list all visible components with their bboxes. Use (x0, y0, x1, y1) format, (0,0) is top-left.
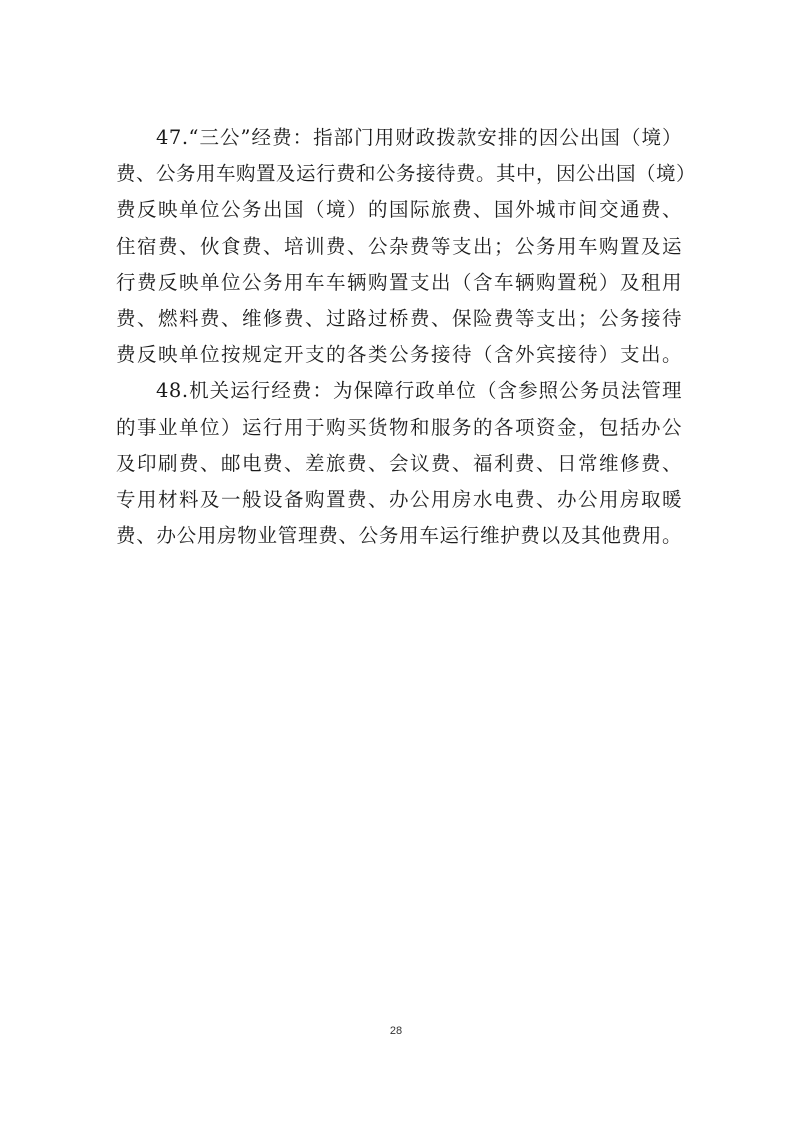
paragraph-san-gong-expenses (116, 120, 697, 373)
text-line: 的事业单位）运行用于购买货物和服务的各项资金，包括办公 (116, 415, 682, 439)
text-line: 费、公务用车购置及运行费和公务接待费。其中，因公出国（境） (116, 162, 697, 186)
text-line: 行费反映单位公务用车车辆购置支出（含车辆购置税）及租用 (116, 270, 682, 294)
text-line: 费、燃料费、维修费、过路过桥费、保险费等支出；公务接待 (116, 306, 682, 330)
text-line: 费反映单位按规定开支的各类公务接待（含外宾接待）支出。 (116, 343, 682, 367)
text-line: 及印刷费、邮电费、差旅费、会议费、福利费、日常维修费、 (116, 451, 682, 475)
text-line: 费反映单位公务出国（境）的国际旅费、国外城市间交通费、 (116, 198, 682, 222)
paragraph-operating-expenses (116, 373, 682, 554)
text-line: 住宿费、伙食费、培训费、公杂费等支出；公务用车购置及运 (116, 234, 682, 258)
page-number: 28 (389, 1025, 403, 1037)
text-line: 费、办公用房物业管理费、公务用车运行维护费以及其他费用。 (116, 524, 682, 548)
text-line: 48.机关运行经费：为保障行政单位（含参照公务员法管理 (156, 379, 682, 403)
text-line: 47.“三公”经费：指部门用财政拨款安排的因公出国（境） (156, 126, 682, 149)
document-body (116, 120, 697, 554)
text-line: 专用材料及一般设备购置费、办公用房水电费、办公用房取暖 (116, 487, 682, 511)
